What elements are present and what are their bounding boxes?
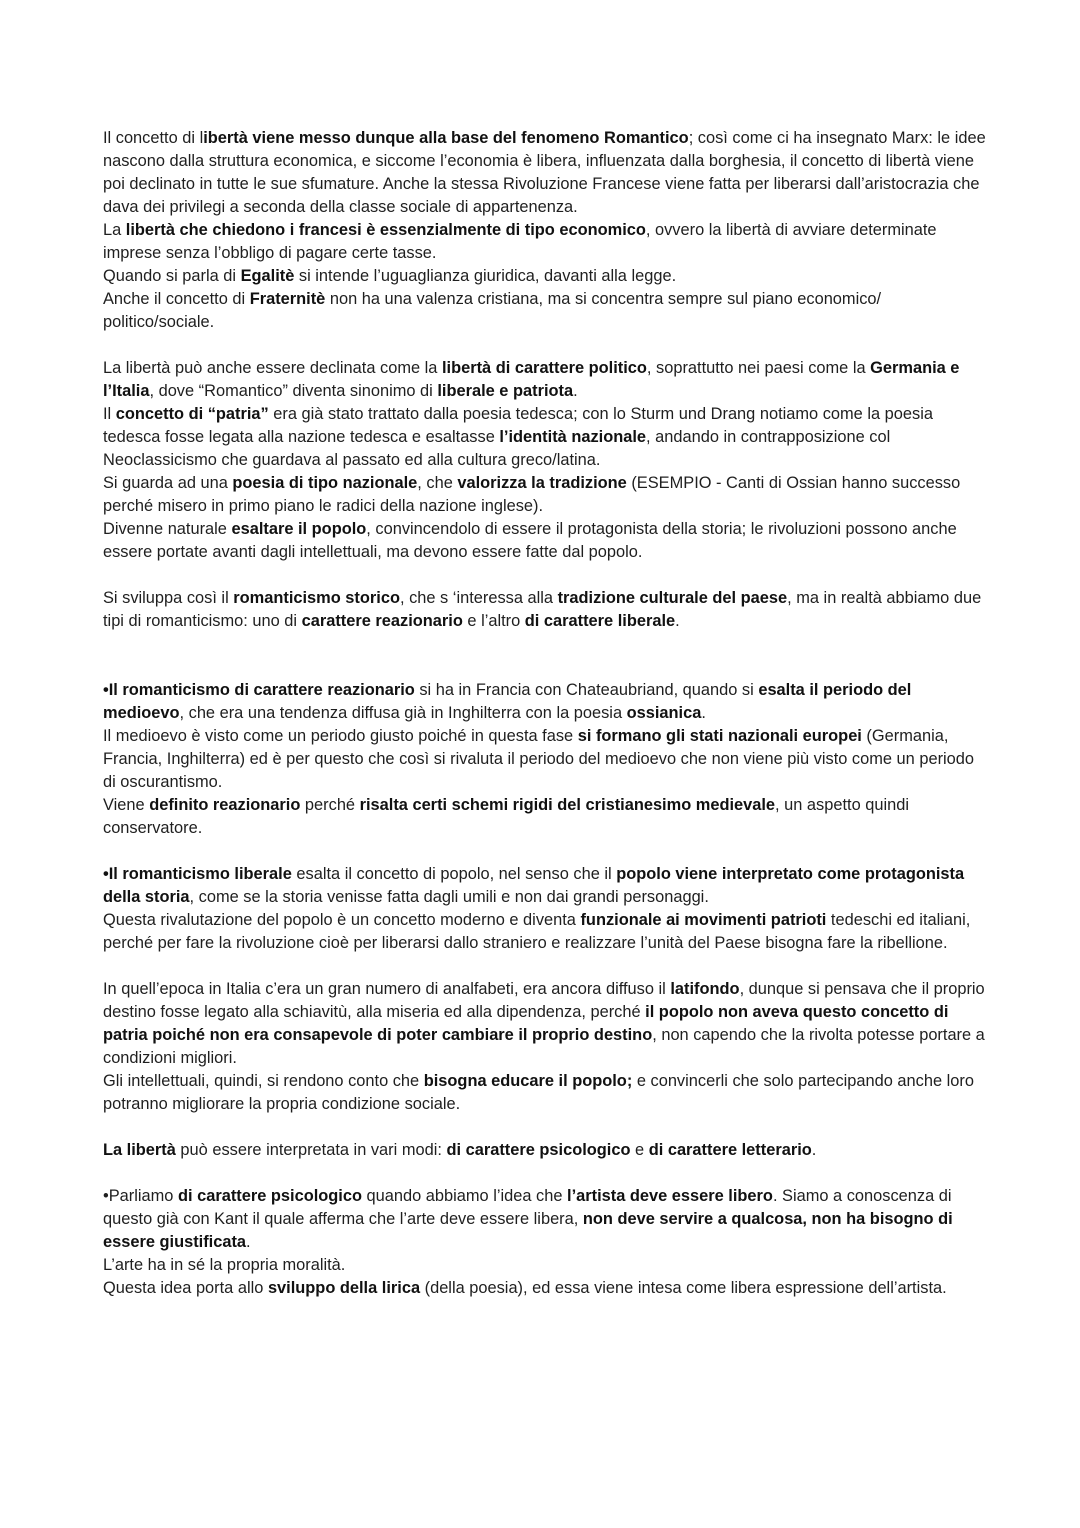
paragraph [103, 1277, 988, 1300]
text-run: , non capendo che la rivolta potesse portare a condizioni migliori. [103, 1026, 985, 1067]
bold-text: latifondo [670, 980, 740, 998]
text-run: (della poesia), ed essa viene intesa come libera espressione dell’artista. [420, 1279, 947, 1297]
text-run: può essere interpretata in vari modi: [175, 1141, 447, 1159]
text-run: , convincendolo di essere il protagonista della storia; le rivoluzioni possono anche essere portate avanti dagli intellettuali, ma devono essere fatte dal popolo. [103, 520, 957, 561]
paragraph [103, 403, 988, 472]
paragraph [103, 219, 988, 265]
bold-text: •Il romanticismo liberale [103, 865, 292, 883]
bold-text: non deve servire a qualcosa, non ha bisogno di essere giustificata [103, 1210, 953, 1251]
text-run: Si sviluppa così il [103, 589, 234, 607]
paragraph [103, 472, 988, 518]
paragraph [103, 288, 988, 334]
bold-text: di carattere psicologico [446, 1141, 631, 1159]
text-run: Questa rivalutazione del popolo è un concetto moderno e diventa [103, 911, 581, 929]
text-run: , ma in realtà abbiamo due tipi di romanticismo: uno di [103, 589, 982, 630]
bold-text: Fraternitè [249, 290, 326, 308]
paragraph [103, 1070, 988, 1116]
text-run: . Siamo a conoscenza di questo già con Kant il quale afferma che l’arte deve essere libera, [103, 1187, 952, 1228]
bold-text: definito reazionario [149, 796, 301, 814]
text-run: Il concetto di l [103, 129, 204, 147]
text-run: Anche il concetto di [103, 290, 250, 308]
text-run: si intende l’uguaglianza giuridica, davanti alla legge. [294, 267, 677, 285]
text-run: esalta il concetto di popolo, nel senso che il [291, 865, 617, 883]
bold-text: si formano gli stati nazionali europei [577, 727, 862, 745]
paragraph [103, 909, 988, 955]
bold-text: sviluppo della lirica [267, 1279, 421, 1297]
document-body [103, 127, 988, 1300]
text-run: •Parliamo [103, 1187, 178, 1205]
bold-text: libertà che chiedono i francesi è essenzialmente di tipo economico [125, 221, 646, 239]
text-run: Gli intellettuali, quindi, si rendono conto che [103, 1072, 424, 1090]
paragraph [103, 587, 988, 633]
bold-text: Germania e l’Italia [103, 359, 960, 400]
text-run: ; così come ci ha insegnato Marx: le idee nascono dalla struttura economica, e siccome l’economia è libera, influenzata dalla borghesia, il concetto di libertà viene poi declinato in tutte le sue sfumature. Anche la stessa Rivoluzione Francese viene fatta per liberarsi dall’aristocrazia che dava dei privilegi a seconda della classe sociale di appartenenza. [103, 129, 986, 216]
text-run: , come se la storia venisse fatta dagli umili e non dai grandi personaggi. [189, 888, 709, 906]
paragraph [103, 265, 988, 288]
text-run: , che era una tendenza diffusa già in Inghilterra con la poesia [179, 704, 627, 722]
bold-text: il popolo non aveva questo concetto di patria poiché non era consapevole di poter cambiare il proprio destino [103, 1003, 949, 1044]
bold-text: di carattere letterario [648, 1141, 812, 1159]
bold-text: libertà di carattere politico [441, 359, 647, 377]
text-run: Si guarda ad una [103, 474, 233, 492]
bold-text: esalta il periodo del medioevo [103, 681, 912, 722]
bold-text: funzionale ai movimenti patrioti [580, 911, 827, 929]
bold-text: di carattere liberale [524, 612, 676, 630]
bold-text: liberale e patriota [437, 382, 574, 400]
bold-text: valorizza la tradizione [457, 474, 627, 492]
text-run: era già stato trattato dalla poesia tedesca; con lo Sturm und Drang notiamo come la poesia tedesca fosse legata alla nazione tedesca e esaltasse [103, 405, 933, 446]
bold-text: l’identità nazionale [499, 428, 647, 446]
bold-text: La libertà [103, 1141, 176, 1159]
text-run: L’arte ha in sé la propria moralità. [103, 1256, 346, 1274]
text-run: (Germania, Francia, Inghilterra) ed è per questo che così si rivaluta il periodo del medioevo che non viene più visto come un periodo di oscurantismo. [103, 727, 975, 791]
text-run: Il medioevo è visto come un periodo giusto poiché in questa fase [103, 727, 578, 745]
text-run: In quell’epoca in Italia c’era un gran numero di analfabeti, era ancora diffuso il [103, 980, 671, 998]
bold-text: l’artista deve essere libero [567, 1187, 773, 1205]
text-run: (ESEMPIO - Canti di Ossian hanno successo perché misero in primo piano le radici della nazione inglese). [103, 474, 961, 515]
bold-text: risalta certi schemi rigidi del cristianesimo medievale [359, 796, 776, 814]
bold-text: esaltare il popolo [231, 520, 367, 538]
text-run: Il [103, 405, 116, 423]
paragraph [103, 794, 988, 840]
text-run: . [701, 704, 706, 722]
paragraph [103, 978, 988, 1070]
paragraph [103, 127, 988, 219]
bold-text: tradizione culturale del paese [557, 589, 788, 607]
text-run: e convincerli che solo partecipando anche loro potranno migliorare la propria condizione sociale. [103, 1072, 974, 1113]
text-run: La libertà può anche essere declinata come la [103, 359, 442, 377]
paragraph [103, 518, 988, 564]
text-run: , dove “Romantico” diventa sinonimo di [149, 382, 438, 400]
text-run: . [675, 612, 680, 630]
text-run: quando abbiamo l’idea che [361, 1187, 568, 1205]
text-run: Divenne naturale [103, 520, 232, 538]
paragraph [103, 357, 988, 403]
text-run: , che [417, 474, 458, 492]
bold-text: carattere reazionario [301, 612, 463, 630]
bold-text: ossianica [626, 704, 702, 722]
text-run: . [811, 1141, 817, 1159]
bold-text: popolo viene interpretato come protagonista della storia [103, 865, 965, 906]
text-run: . [573, 382, 578, 400]
paragraph [103, 679, 988, 725]
text-run: perché [300, 796, 360, 814]
text-run: Viene [103, 796, 150, 814]
bold-text: Egalitè [240, 267, 295, 285]
paragraph [103, 1185, 988, 1254]
paragraph [103, 725, 988, 794]
text-run: La [103, 221, 126, 239]
text-run: , dunque si pensava che il proprio destino fosse legato alla schiavitù, alla miseria ed alla dipendenza, perché [103, 980, 985, 1021]
text-run: tedeschi ed italiani, perché per fare la rivoluzione cioè per liberarsi dallo straniero e realizzare l’unità del Paese bisogna fare la ribellione. [103, 911, 971, 952]
text-run: , soprattutto nei paesi come la [646, 359, 871, 377]
text-run: , ovvero la libertà di avviare determinate imprese senza l’obbligo di pagare certe tasse. [103, 221, 937, 262]
text-run: e [630, 1141, 649, 1159]
bold-text: concetto di “patria” [115, 405, 269, 423]
bold-text: •Il romanticismo di carattere reazionario [103, 681, 415, 699]
text-run: , che s ‘interessa alla [399, 589, 558, 607]
text-run: . [246, 1233, 251, 1251]
text-run: , andando in contrapposizione col Neoclassicismo che guardava al passato ed alla cultura greco/latina. [103, 428, 891, 469]
paragraph [103, 1139, 988, 1162]
bold-text: di carattere psicologico [177, 1187, 362, 1205]
text-run: non ha una valenza cristiana, ma si concentra sempre sul piano economico/ politico/sociale. [103, 290, 882, 331]
text-run: e l’altro [462, 612, 525, 630]
text-run: Quando si parla di [103, 267, 241, 285]
paragraph [103, 863, 988, 909]
text-run: si ha in Francia con Chateaubriand, quando si [414, 681, 759, 699]
bold-text: ibertà viene messo dunque alla base del fenomeno Romantico [203, 129, 689, 147]
paragraph [103, 1254, 988, 1277]
bold-text: romanticismo storico [233, 589, 400, 607]
bold-text: bisogna educare il popolo; [423, 1072, 633, 1090]
bold-text: poesia di tipo nazionale [232, 474, 418, 492]
text-run: , un aspetto quindi conservatore. [103, 796, 909, 837]
text-run: Questa idea porta allo [103, 1279, 268, 1297]
